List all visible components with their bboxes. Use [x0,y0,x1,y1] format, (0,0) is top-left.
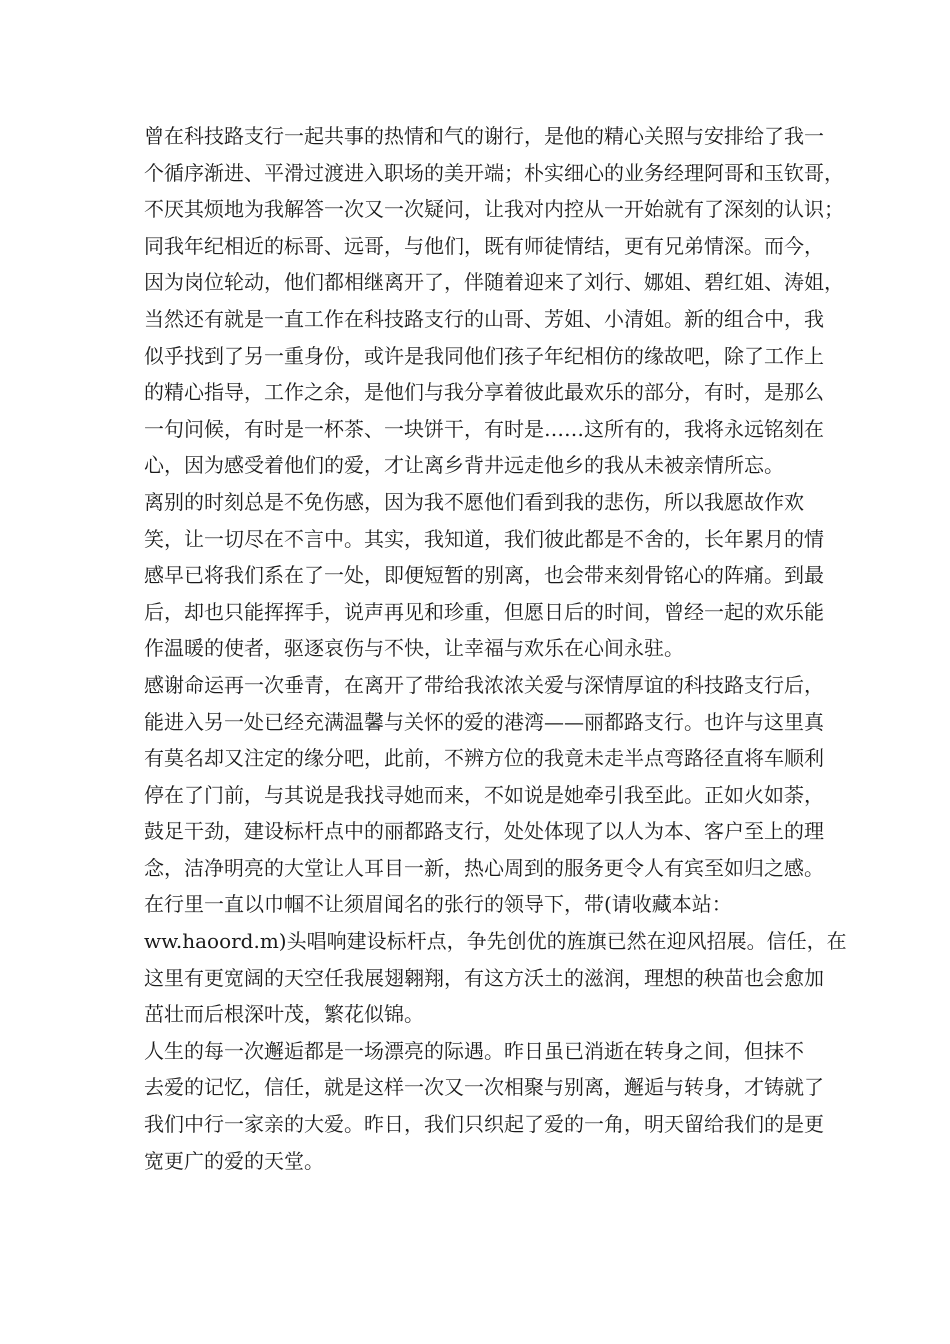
article-body [144,118,847,1179]
text-line: 停在了门前，与其说是我找寻她而来，不如说是她牵引我至此。正如火如荼， [144,782,824,807]
text-line: 当然还有就是一直工作在科技路支行的山哥、芳姐、小清姐。新的组合中，我 [144,306,824,331]
text-line: 因为岗位轮动，他们都相继离开了，伴随着迎来了刘行、娜姐、碧红姐、涛姐， [144,270,844,295]
text-line: 能进入另一处已经充满温馨与关怀的爱的港湾——丽都路支行。也许与这里真 [144,709,824,734]
text-line: ww.haoord.m)头唱响建设标杆点，争先创优的旌旗已然在迎风招展。信任，在 [144,929,847,954]
text-line: 感早已将我们系在了一处，即便短暂的别离，也会带来刻骨铭心的阵痛。到最 [144,563,824,588]
text-line: 鼓足干劲，建设标杆点中的丽都路支行，处处体现了以人为本、客户至上的理 [144,819,824,844]
text-line: 念，洁净明亮的大堂让人耳目一新，热心周到的服务更令人有宾至如归之感。 [144,855,824,880]
text-line: 人生的每一次邂逅都是一场漂亮的际遇。昨日虽已消逝在转身之间，但抹不 [144,1038,804,1063]
text-line: 这里有更宽阔的天空任我展翅翱翔，有这方沃土的滋润，理想的秧苗也会愈加 [144,965,824,990]
text-line: 宽更广的爱的天堂。 [144,1148,324,1173]
text-line: 一句问候，有时是一杯茶、一块饼干，有时是……这所有的，我将永远铭刻在 [144,416,824,441]
text-line: 我们中行一家亲的大爱。昨日，我们只织起了爱的一角，明天留给我们的是更 [144,1112,824,1137]
text-line: 作温暖的使者，驱逐哀伤与不快，让幸福与欢乐在心间永驻。 [144,636,684,661]
text-line: 心，因为感受着他们的爱，才让离乡背井远走他乡的我从未被亲情所忘。 [144,453,784,478]
text-line: 后，却也只能挥挥手，说声再见和珍重，但愿日后的时间，曾经一起的欢乐能 [144,599,824,624]
text-line: 曾在科技路支行一起共事的热情和气的谢行，是他的精心关照与安排给了我一 [144,124,824,148]
text-line: 同我年纪相近的标哥、远哥，与他们，既有师徒情结，更有兄弟情深。而今， [144,233,824,258]
text-line: 有莫名却又注定的缘分吧，此前，不辨方位的我竟未走半点弯路径直将车顺利 [144,746,824,771]
text-line: 去爱的记忆，信任，就是这样一次又一次相聚与别离，邂逅与转身，才铸就了 [144,1075,824,1100]
text-line: 在行里一直以巾帼不让须眉闻名的张行的领导下，带(请收藏本站： [144,892,732,917]
text-line: 笑，让一切尽在不言中。其实，我知道，我们彼此都是不舍的，长年累月的情 [144,526,824,551]
text-line: 的精心指导，工作之余，是他们与我分享着彼此最欢乐的部分，有时，是那么 [144,380,824,405]
text-line: 个循序渐进、平滑过渡进入职场的美开端；朴实细心的业务经理阿哥和玉钦哥， [144,160,844,185]
text-line: 离别的时刻总是不免伤感，因为我不愿他们看到我的悲伤，所以我愿故作欢 [144,489,804,514]
text-line: 感谢命运再一次垂青，在离开了带给我浓浓关爱与深情厚谊的科技路支行后， [144,672,824,697]
text-line: 茁壮而后根深叶茂，繁花似锦。 [144,1002,424,1027]
text-line: 不厌其烦地为我解答一次又一次疑问，让我对内控从一开始就有了深刻的认识； [144,197,844,222]
text-line: 似乎找到了另一重身份，或许是我同他们孩子年纪相仿的缘故吧，除了工作上 [144,343,824,368]
